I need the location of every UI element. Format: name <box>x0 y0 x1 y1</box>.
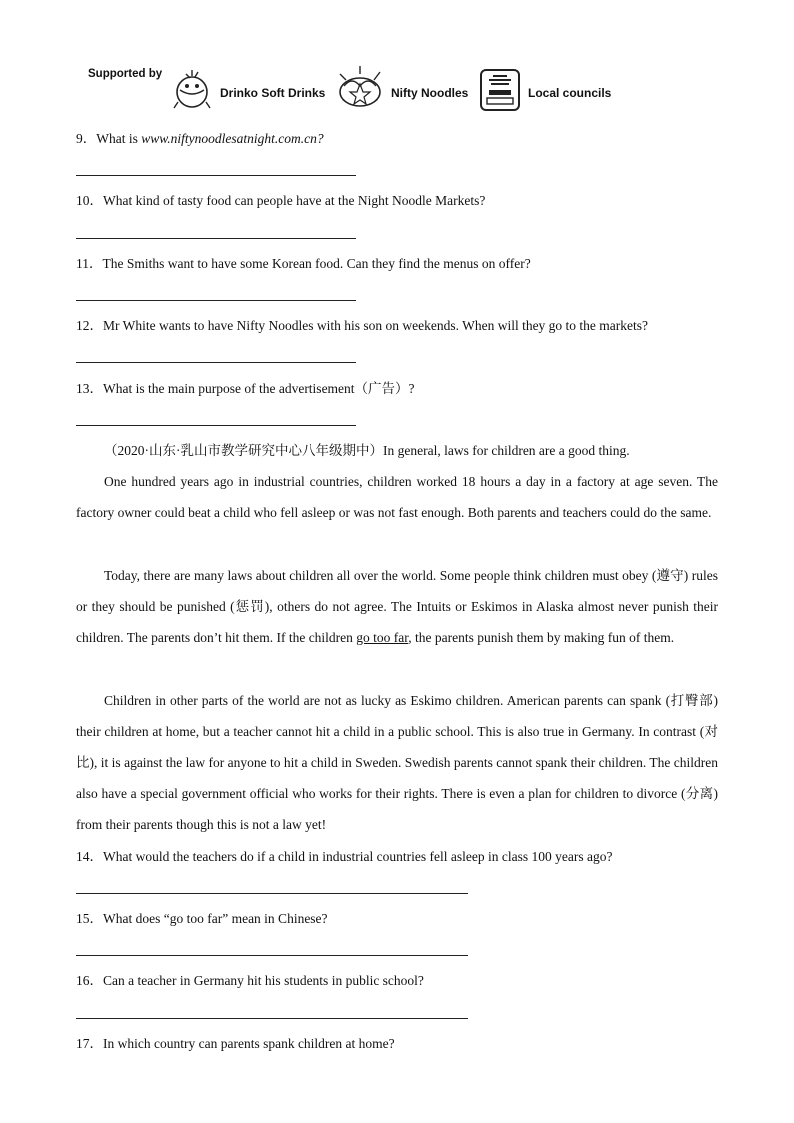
question-11: 11．The Smiths want to have some Korean food. Can they find the menus on offer? <box>76 256 531 271</box>
passage-paragraph-1: One hundred years ago in industrial countries, children worked 18 hours a day in a factory at age seven. The factory owner could beat a child who fell asleep or was not fast enough. Both parents and teachers could do the same. <box>76 474 718 520</box>
answer-line-11[interactable] <box>76 300 356 301</box>
source-label: （2020·山东·乳山市教学研究中心八年级期中） <box>104 443 383 458</box>
answer-line-13[interactable] <box>76 425 356 426</box>
question-15: 15．What does “go too far” mean in Chinese? <box>76 911 328 926</box>
nifty-noodles-logo-icon <box>332 64 388 112</box>
question-9: 9．What is www.niftynoodlesatnight.com.cn? <box>76 131 324 146</box>
passage-intro: （2020·山东·乳山市教学研究中心八年级期中）In general, laws for children are a good thing. <box>104 443 630 458</box>
question-14: 14．What would the teachers do if a child in industrial countries fell asleep in class 100 years ago? <box>76 849 613 864</box>
question-12: 12．Mr White wants to have Nifty Noodles with his son on weekends. When will they go to the markets? <box>76 318 649 333</box>
question-10: 10．What kind of tasty food can people have at the Night Noodle Markets? <box>76 193 486 208</box>
question-16: 16．Can a teacher in Germany hit his students in public school? <box>76 973 424 988</box>
supported-by-label: Supported by <box>88 68 163 80</box>
sponsor-bar <box>88 62 648 120</box>
passage-paragraph-2: Today, there are many laws about children all over the world. Some people think children must obey (遵守) rules or they should be punished (惩罚), others do not agree. The Intuits or Eskimos in Alaska almost never punish their children. The parents don’t hit them. If the children go too far, the parents punish them by making fun of them. <box>76 568 718 645</box>
answer-line-12[interactable] <box>76 362 356 363</box>
drinko-label: Drinko Soft Drinks <box>220 86 326 100</box>
url-text: www.niftynoodlesatnight.com.cn? <box>141 131 324 146</box>
nifty-noodles-label: Nifty Noodles <box>391 86 469 100</box>
drinko-logo-icon <box>168 68 216 112</box>
answer-line-15[interactable] <box>76 955 468 956</box>
answer-line-16[interactable] <box>76 1018 468 1019</box>
answer-line-14[interactable] <box>76 893 468 894</box>
question-13: 13．What is the main purpose of the advertisement（广告）? <box>76 381 415 396</box>
question-17: 17．In which country can parents spank children at home? <box>76 1036 395 1051</box>
underlined-phrase: go too far <box>356 630 409 645</box>
council-label: Local councils <box>528 86 612 100</box>
answer-line-9[interactable] <box>76 175 356 176</box>
council-logo-icon <box>479 68 521 112</box>
passage-paragraph-3: Children in other parts of the world are not as lucky as Eskimo children. American parents can spank (打臀部) their children at home, but a teacher cannot hit a child in a public school. This is also true in Germany. In contrast (对比), it is against the law for anyone to hit a child in Sweden. Swedish parents cannot spank their children. The children also have a special government official who works for their rights. There is even a plan for children to divorce (分离) from their parents though this is not a law yet! <box>76 693 718 832</box>
answer-line-10[interactable] <box>76 238 356 239</box>
